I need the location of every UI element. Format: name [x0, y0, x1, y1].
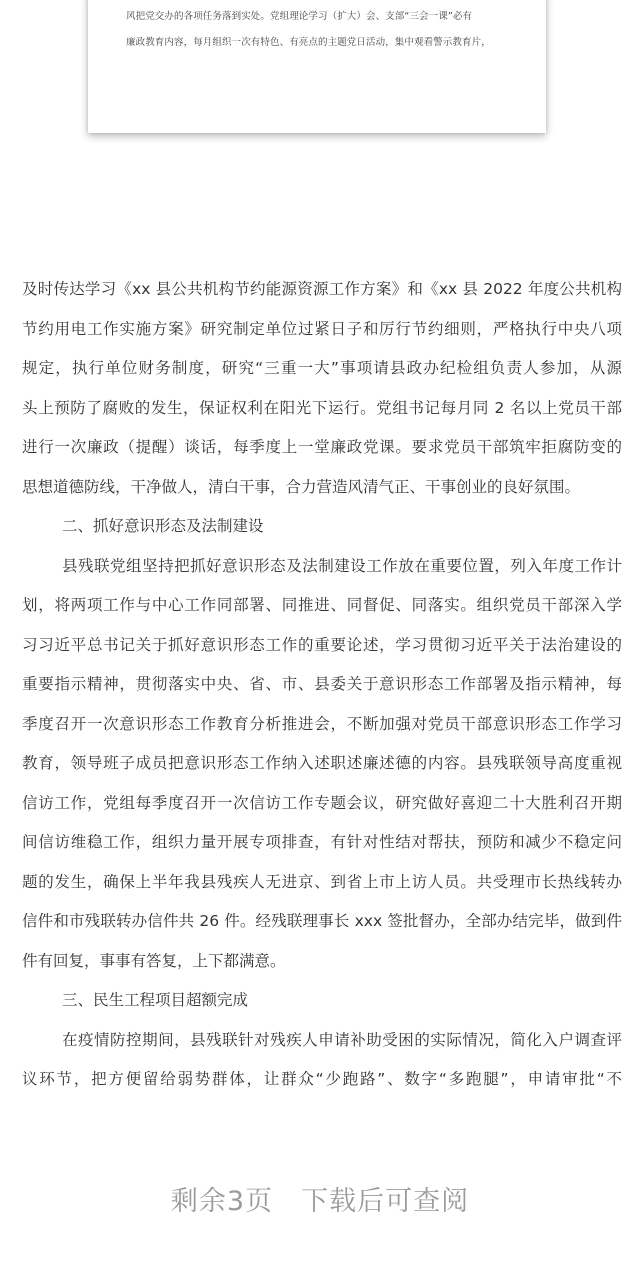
paragraph-1 [22, 270, 622, 507]
text-line: 划，将两项工作与中心工作同部署、同推进、同督促、同落实。组织党员干部深入学 [22, 596, 622, 614]
text-line: 件有回复，事事有答复，上下都满意。 [22, 951, 286, 970]
remaining-pages-label: 剩余3页 [170, 1186, 274, 1217]
document-body [22, 270, 622, 1100]
text-line: 信件和市残联转办信件共 26 件。经残联理事长 xxx 签批督办，全部办结完毕，做到件 [22, 912, 622, 930]
preview-line: 廉政教育内容，每月组织一次有特色、有亮点的主题党日活动，集中观看警示教育片， [126, 37, 491, 48]
text-line: 进行一次廉政（提醒）谈话，每季度上一堂廉政党课。要求党员干部筑牢拒腐防变的 [22, 438, 622, 456]
download-to-view-label: 下载后可查阅 [301, 1186, 470, 1217]
text-line: 间信访维稳工作，组织力量开展专项排查，有针对性结对帮扶，预防和减少不稳定问 [22, 833, 622, 851]
text-line: 信访工作，党组每季度召开一次信访工作专题会议，研究做好喜迎二十大胜利召开期 [22, 793, 622, 812]
paragraph-2 [22, 547, 622, 982]
text-line: 及时传达学习《xx 县公共机构节约能源资源工作方案》和《xx 县 2022 年度公共机构 [22, 280, 622, 298]
text-line: 规定，执行单位财务制度，研究“三重一大”事项请县政办纪检组负责人参加，从源 [22, 359, 622, 377]
section-heading-2: 二、抓好意识形态及法制建设 [62, 517, 264, 535]
text-line: 在疫情防控期间，县残联针对残疾人申请补助受困的实际情况，简化入户调查评 [62, 1030, 622, 1049]
text-line: 题的发生，确保上半年我县残疾人无进京、到省上市上访人员。共受理市长热线转办 [22, 872, 622, 891]
section-heading-3: 三、民生工程项目超额完成 [62, 991, 249, 1009]
preview-line: 风把党交办的各项任务落到实处。党组理论学习（扩大）会、支部“三会一课”必有 [126, 11, 473, 22]
remaining-pages-banner[interactable] [0, 1182, 640, 1222]
text-line: 思想道德防线，干净做人，清白干事，合力营造风清气正、干事创业的良好氛围。 [22, 477, 581, 496]
text-line: 教育，领导班子成员把意识形态工作纳入述职述廉述德的内容。县残联领导高度重视 [22, 754, 622, 772]
text-line: 季度召开一次意识形态工作教育分析推进会，不断加强对党员干部意识形态工作学习 [22, 714, 622, 733]
text-line: 重要指示精神，贯彻落实中央、省、市、县委关于意识形态工作部署及指示精神，每 [22, 675, 622, 693]
paragraph-3 [22, 1021, 622, 1100]
text-line: 习习近平总书记关于抓好意识形态工作的重要论述，学习贯彻习近平关于法治建设的 [22, 635, 622, 654]
text-line: 议环节，把方便留给弱势群体，让群众“少跑路”、数字“多跑腿”，申请审批“不 [22, 1070, 622, 1088]
text-line: 节约用电工作实施方案》研究制定单位过紧日子和厉行节约细则，严格执行中央八项 [22, 319, 622, 338]
preview-page-card [88, 0, 546, 133]
text-line: 县残联党组坚持把抓好意识形态及法制建设工作放在重要位置，列入年度工作计 [62, 556, 622, 575]
text-line: 头上预防了腐败的发生，保证权利在阳光下运行。党组书记每月同 2 名以上党员干部 [22, 398, 622, 417]
